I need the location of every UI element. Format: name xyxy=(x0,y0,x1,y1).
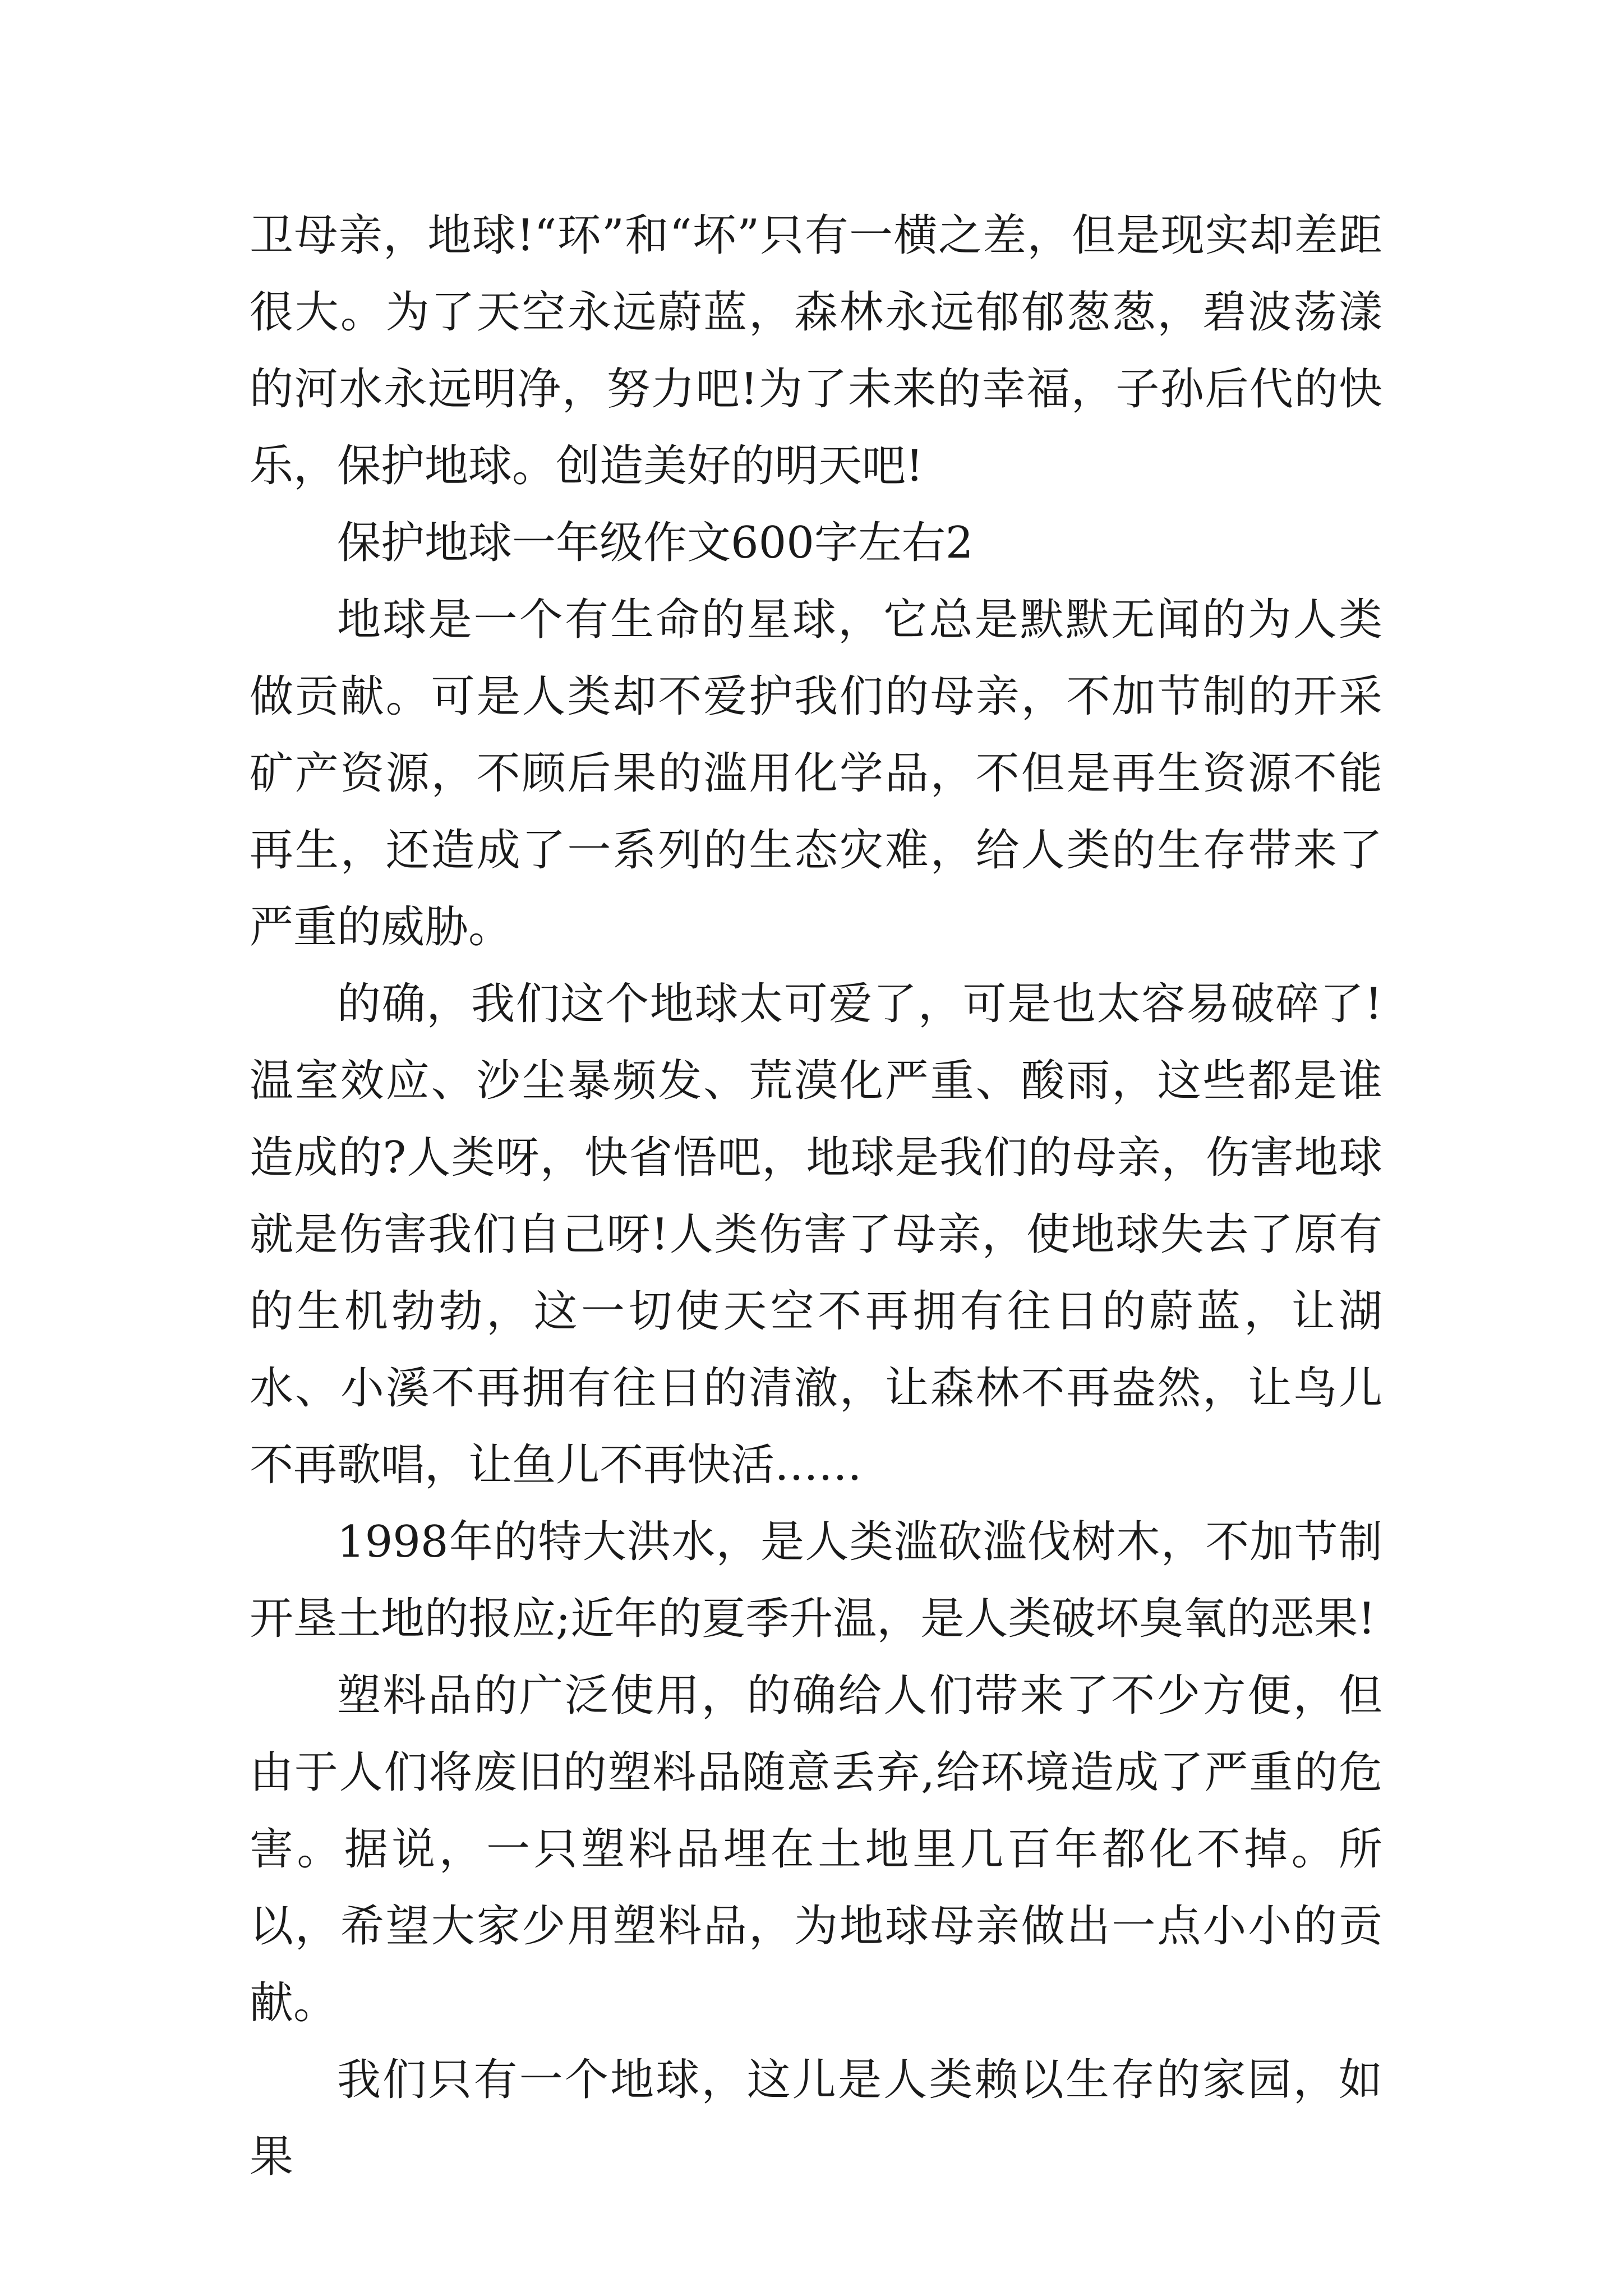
essay-title: 保护地球一年级作文600字左右2 xyxy=(337,518,974,568)
paragraph: 塑料品的广泛使用，的确给人们带来了不少方便，但由于人们将废旧的塑料品随意丢弃,给环境造成了严重的危害。据说，一只塑料品埋在土地里几百年都化不掉。所以，希望大家少用塑料品，为地球母亲做出一点小小的贡献。 xyxy=(250,1671,1382,2028)
paragraph: 1998年的特大洪水，是人类滥砍滥伐树木，不加节制开垦土地的报应;近年的夏季升温，是人类破坏臭氧的恶果! xyxy=(250,1517,1382,1644)
paragraph: 的确，我们这个地球太可爱了，可是也太容易破碎了!温室效应、沙尘暴频发、荒漠化严重、酸雨，这些都是谁造成的?人类呀，快省悟吧，地球是我们的母亲，伤害地球就是伤害我们自己呀!人类伤害了母亲，使地球失去了原有的生机勃勃，这一切使天空不再拥有往日的蔚蓝，让湖水、小溪不再拥有往日的清澈，让森林不再盎然，让鸟儿不再歌唱，让鱼儿不再快活…… xyxy=(250,979,1382,1490)
paragraph: 我们只有一个地球，这儿是人类赖以生存的家园，如果 xyxy=(250,2055,1382,2182)
paragraph-continuation: 卫母亲，地球!“环”和“坏”只有一横之差，但是现实却差距很大。为了天空永远蔚蓝，森林永远郁郁葱葱，碧波荡漾的河水永远明净，努力吧!为了未来的幸福，子孙后代的快乐，保护地球。创造美好的明天吧! xyxy=(250,210,1382,491)
essay-body xyxy=(250,197,1382,2196)
paragraph: 地球是一个有生命的星球，它总是默默无闻的为人类做贡献。可是人类却不爱护我们的母亲，不加节制的开采矿产资源，不顾后果的滥用化学品，不但是再生资源不能再生，还造成了一系列的生态灾难，给人类的生存带来了严重的威胁。 xyxy=(250,595,1382,953)
